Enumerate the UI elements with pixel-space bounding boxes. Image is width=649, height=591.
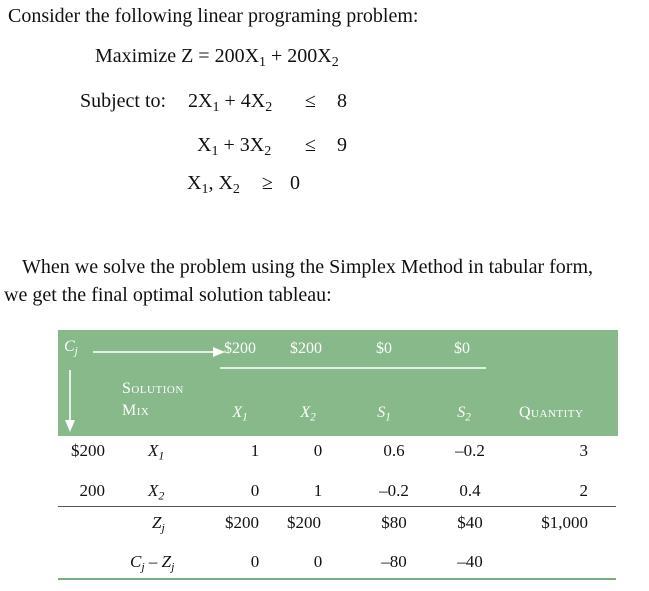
zj-label: $Z_j$: [152, 513, 165, 535]
row-2-s1: –0.2: [379, 481, 409, 500]
row-2-s2: 0.4: [459, 481, 481, 500]
zj-s1: $80: [381, 513, 407, 532]
constraint-1-lhs: $2X_1 + 4X_2$: [188, 90, 273, 116]
arrow-down-icon: [65, 420, 75, 432]
constraint-2-lhs: $X_1 + 3X_2$: [197, 134, 272, 160]
nonnegativity-rhs: 0: [290, 172, 300, 194]
constraint-1-relation: ≤: [305, 90, 316, 112]
row-1-var: $X_1$: [148, 441, 165, 463]
solution-mix-label-2: Mix: [122, 402, 150, 419]
row-1-x2: 0: [313, 441, 323, 460]
row-1-s2: –0.2: [455, 441, 485, 460]
row-2-cj: 200: [79, 481, 105, 500]
nonnegativity-relation: ≥: [262, 172, 273, 194]
cj-value-x1: $200: [224, 340, 256, 357]
constraint-2-rhs: 9: [337, 134, 347, 156]
cz-s1: –80: [381, 552, 407, 571]
zj-quantity: $1,000: [541, 513, 588, 532]
cj-value-s1: $0: [376, 340, 392, 357]
paragraph-line-1: When we solve the problem using the Simplex Method in tabular form,: [22, 256, 593, 278]
row-1-cj: $200: [71, 441, 105, 460]
row-2-var: $X_2$: [148, 481, 165, 503]
constraint-1-rhs: 8: [337, 90, 347, 112]
cz-s2: –40: [457, 552, 483, 571]
row-1-quantity: 3: [579, 441, 588, 460]
nonnegativity-lhs: $X_1$, $X_2$: [187, 172, 240, 198]
cz-x1: 0: [250, 552, 260, 571]
paragraph-line-2: we get the final optimal solution tableau:: [4, 284, 332, 306]
subject-to-label: Subject to:: [80, 90, 167, 112]
row-2-x2: 1: [313, 481, 323, 500]
column-header-s1: $S_1$: [377, 404, 391, 424]
divider-line: [58, 506, 616, 507]
column-header-s2: $S_2$: [457, 404, 471, 424]
cj-value-s2: $0: [454, 340, 470, 357]
zj-x2: $200: [287, 513, 321, 532]
row-1-x1: 1: [250, 441, 260, 460]
bottom-rule: [58, 578, 616, 580]
row-2-x1: 0: [250, 481, 260, 500]
constraint-2-relation: ≤: [305, 134, 316, 156]
cj-label: $C_j$: [64, 338, 78, 358]
row-1-s1: 0.6: [383, 441, 405, 460]
column-header-x2: $X_2$: [300, 404, 316, 424]
objective-function: Maximize $Z = 200X_1 + 200X_2$: [95, 45, 339, 71]
row-2-quantity: 2: [579, 481, 588, 500]
column-header-x1: $X_1$: [232, 404, 248, 424]
quantity-header: Quantity: [519, 404, 584, 421]
solution-mix-label-1: Solution: [122, 380, 184, 397]
intro-text: Consider the following linear programing problem:: [8, 5, 419, 27]
zj-s2: $40: [457, 513, 483, 532]
zj-x1: $200: [225, 513, 259, 532]
cj-minus-zj-label: $C_j - Z_j$: [130, 552, 175, 574]
cz-x2: 0: [313, 552, 323, 571]
cj-value-x2: $200: [290, 340, 322, 357]
